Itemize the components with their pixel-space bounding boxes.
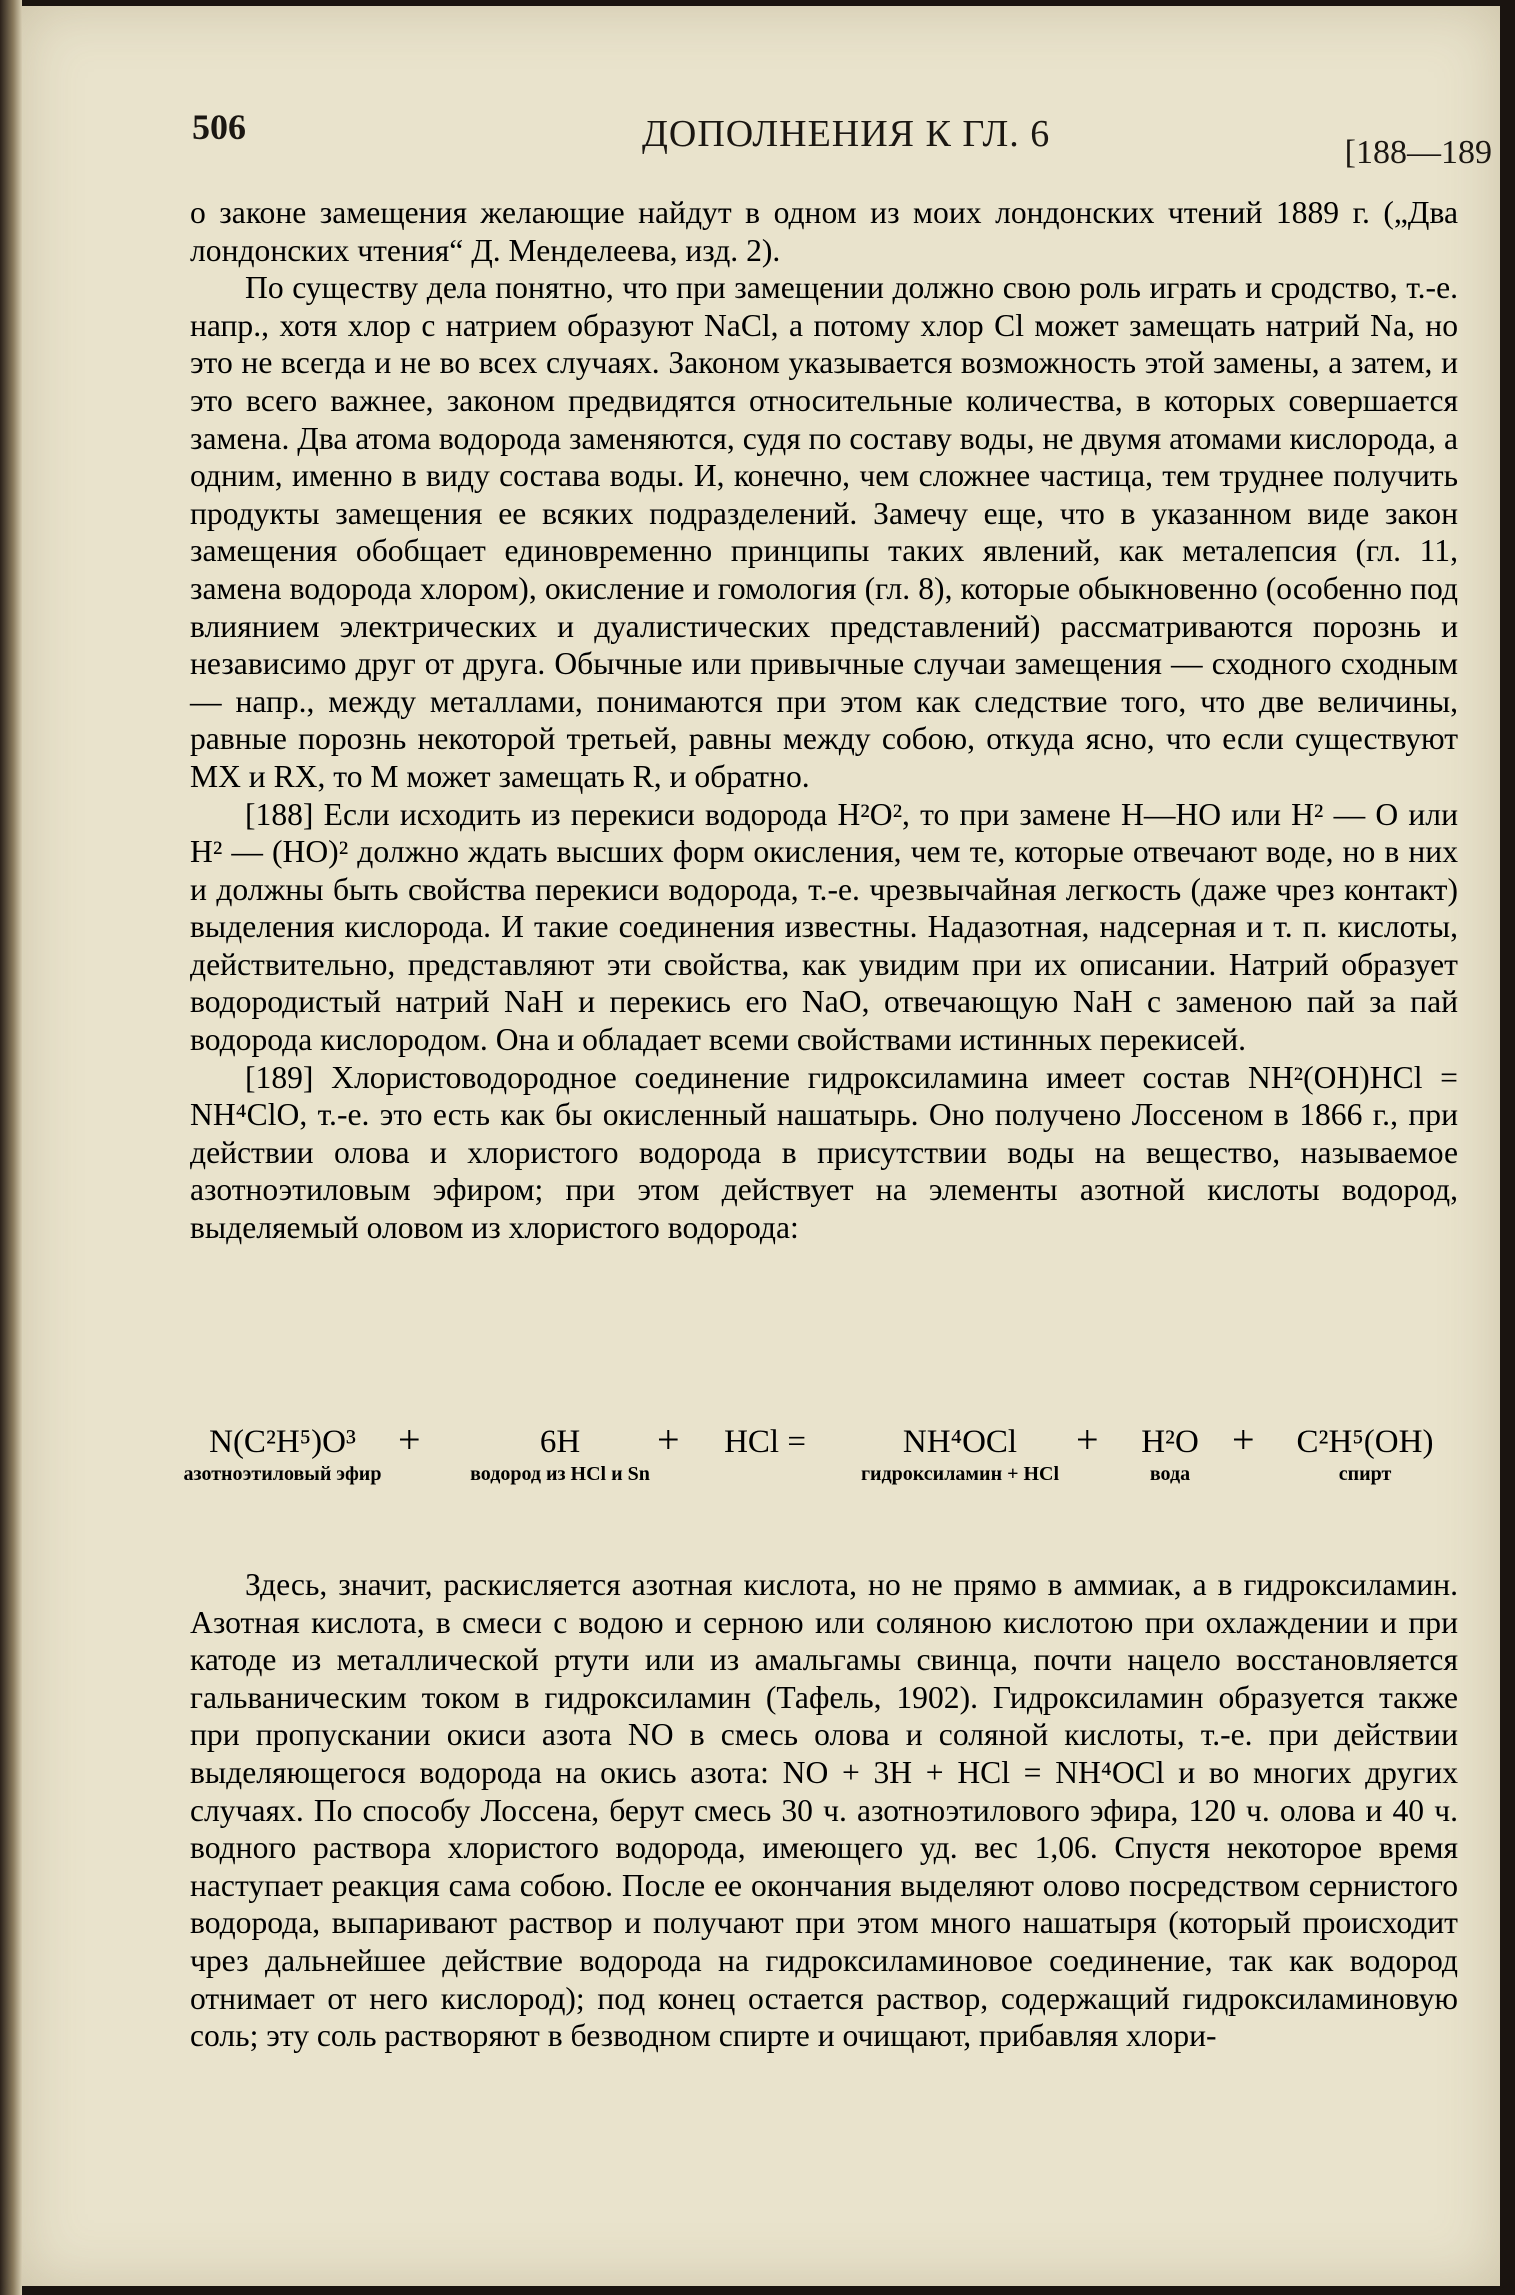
note-ref-189: [189] xyxy=(245,1059,314,1095)
formula: HCl = xyxy=(724,1424,806,1460)
formula: N(C²H⁵)O³ xyxy=(209,1424,356,1460)
caption: гидроксиламин + HCl xyxy=(860,1463,1060,1485)
caption: водород из HCl и Sn xyxy=(470,1463,650,1485)
term-alcohol xyxy=(1275,1422,1455,1486)
paragraph-3 xyxy=(190,796,1458,1059)
paragraph-5: Здесь, значит, раскисляется азотная кислота, но не прямо в аммиак, а в гидроксиламин. Азотная кислота, в смеси с водою и серною или соляною кислотою при охлаждении и при катоде из металлической ртути или из амальгамы свинца, почти нацело восстановляется гальваническим током в гидроксиламин (Тафель, 1902). Гидроксиламин образуется также при пропускании окиси азота NO в смесь олова и соляной кислоты, т.-е. при действии выделяющегося водорода на окись азота: NO + 3H + HCl = NH⁴OCl и во многих других случаях. По способу Лоссена, берут смесь 30 ч. азотноэтилового эфира, 120 ч. олова и 40 ч. водного раствора хлористого водорода, имеющего уд. вес 1,06. Спустя некоторое время наступает реакция сама собою. После ее окончания выделяют олово посредством сернистого водорода, выпаривают раствор и получают при этом много нашатыря (который происходит чрез дальнейшее действие водорода на гидроксиламиновое соединение, так как водород отнимает от него кислород); под конец остается раствор, содержащий гидроксиламиновую соль; эту соль растворяют в безводном спирте и очищают, прибавляя хлори- xyxy=(190,1567,1458,2054)
page-header xyxy=(192,106,1492,171)
paragraph-2: По существу дела понятно, что при замещении должно свою роль играть и сродство, т.-е. напр., хотя хлор с натрием образуют NaCl, а потому хлор Cl может замещать натрий Na, но это не всегда и не во всех случаях. Законом указывается возможность этой замены, а затем, и это всего важнее, законом предвидятся относительные количества, в которых совершается замена. Два атома водорода заменяются, судя по составу воды, не двумя атомами кислорода, а одним, именно в виду состава воды. И, конечно, чем сложнее частица, тем труднее получить продукты замещения ее всяких подразделений. Замечу еще, что в указанном виде закон замещения обобщает единовременно принципы таких явлений, как металепсия (гл. 11, замена водорода хлором), окисление и гомология (гл. 8), которые обыкновенно (особенно под влиянием электрических и дуалистических представлений) рассматриваются порознь и независимо друг от друга. Обычные или привычные случаи замещения — сходного сходным — напр., между металлами, понимаются при этом как следствие того, что две величины, равные порознь некоторой третьей, равны между собою, откуда ясно, что если существуют MX и RX, то M может замещать R, и обратно. xyxy=(190,270,1458,794)
term-hydroxylamine xyxy=(835,1422,1085,1486)
paragraph-3-text: Если исходить из перекиси водорода H²O², то при замене H—HO или H² — O или H² — (HO)² должно ждать высших форм окисления, чем те, которые отвечают воде, но в них и должны быть свойства перекиси водорода, т.-е. чрезвычайная легкость (даже чрез контакт) выделения кислорода. И такие соединения известны. Надазотная, надсерная и т. п. кислоты, действительно, представляют эти свойства, как увидим при их описании. Натрий образует водородистый натрий NaH и перекись его NaO, отвечающую NaH с заменою пай за пай водорода кислородом. Она и обладает всеми свойствами истинных перекисей. xyxy=(190,796,1458,1058)
plus-sign: + xyxy=(657,1417,680,1462)
plus-sign: + xyxy=(398,1417,421,1462)
formula: C²H⁵(OH) xyxy=(1296,1424,1434,1460)
page-number: 506 xyxy=(192,107,246,147)
term-ethyl-nitrate xyxy=(170,1422,395,1486)
reaction-equation xyxy=(170,1417,1470,1542)
formula: NH⁴OCl xyxy=(902,1424,1018,1460)
paragraph-1: о законе замещения желающие найдут в одном из моих лондонских чтений 1889 г. („Два лондонских чтения“ Д. Менделеева, изд. 2). xyxy=(190,195,1458,268)
section-range: [188—189 xyxy=(1344,134,1492,171)
paragraph-4-text: Хлористоводородное соединение гидроксиламина имеет состав NH²(OH)HCl = NH⁴ClO, т.-е. это есть как бы окисленный нашатырь. Оно получено Лоссеном в 1866 г., при действии олова и хлористого водорода в присутствии воды на вещество, называемое азотноэтиловым эфиром; при этом действует на элементы азотной кислоты водород, выделяемый оловом из хлористого водорода: xyxy=(190,1059,1458,1246)
caption: азотноэтиловый эфир xyxy=(183,1463,382,1485)
book-spine-edge xyxy=(0,0,22,2295)
term-hcl xyxy=(700,1422,830,1462)
formula: 6H xyxy=(539,1424,581,1460)
caption: спирт xyxy=(1338,1463,1392,1485)
plus-sign: + xyxy=(1232,1417,1255,1462)
term-water xyxy=(1115,1422,1225,1486)
body-text-top xyxy=(190,194,1458,1247)
paragraph-4 xyxy=(190,1059,1458,1247)
formula: H²O xyxy=(1141,1424,1199,1460)
plus-sign: + xyxy=(1076,1417,1099,1462)
note-ref-188: [188] xyxy=(245,796,314,832)
term-hydrogen xyxy=(445,1422,675,1486)
caption: вода xyxy=(1149,1463,1191,1485)
running-title: ДОПОЛНЕНИЯ К ГЛ. 6 xyxy=(642,113,1051,155)
body-text-bottom xyxy=(190,1566,1458,2055)
